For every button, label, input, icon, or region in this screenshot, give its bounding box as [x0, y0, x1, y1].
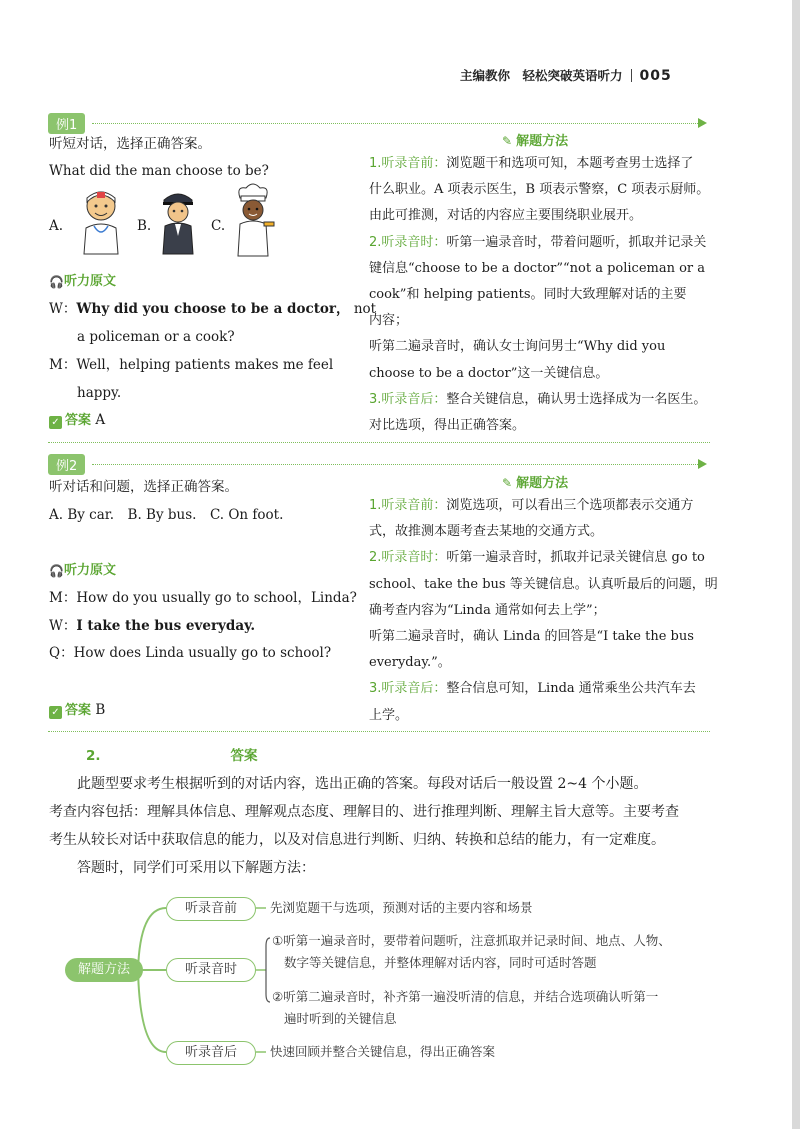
method-step-text: cook”和 helping patients。同时大致理解对话的主要 — [369, 287, 687, 302]
section2-paragraph-line: 答题时，同学们可采用以下解题方法： — [49, 860, 315, 876]
check-icon: ✓ — [49, 706, 62, 719]
mindmap-text: 数字等关键信息，并整体理解对话内容，同时可适时答题 — [284, 955, 597, 970]
method-step-text: 听第一遍录音时，抓取并记录关键信息 go to — [446, 550, 705, 566]
header-title: 主编教你 轻松突破英语听力 — [460, 68, 623, 83]
method-line — [369, 260, 705, 278]
method-step-label: 1.听录音前： — [369, 156, 447, 171]
headphone-icon: 🎧 — [49, 275, 64, 289]
method-step-text: 式，故推测本题考查去某地的交通方式。 — [369, 524, 604, 540]
method-step-text: everyday.”。 — [369, 655, 451, 671]
section2-paragraph-line: 此题型要求考生根据听到的对话内容，选出正确的答案。每段对话后一般设置 2~4 个小题。 — [49, 776, 648, 792]
example1-answer: ✓ 答案 A — [49, 411, 105, 430]
method-line — [369, 391, 706, 409]
example1-question: What did the man choose to be? — [49, 163, 269, 179]
method-line — [369, 654, 451, 672]
option-c-label: C. — [211, 218, 226, 234]
section2-paragraph-line: 考生从较长对话中获取信息的能力，以及对信息进行判断、归纳、转换和总结的能力，有一定难度。 — [49, 832, 665, 848]
method-step-label: 1.听录音前： — [369, 498, 447, 513]
method-step-text: school、take the bus 等关键信息。认真听最后的问题，明 — [369, 576, 718, 592]
example1-transcript-title: 🎧听力原文 — [49, 274, 117, 289]
method-step-text: 什么职业。A 项表示医生，B 项表示警察，C 项表示厨师。 — [369, 182, 710, 198]
example2-transcript-line: M：How do you usually go to school，Linda? — [49, 590, 357, 606]
method-line — [369, 602, 606, 620]
section-divider — [48, 442, 710, 443]
doctor-figure — [76, 188, 126, 256]
mindmap-node-during: 听录音时 — [166, 958, 256, 982]
mindmap-text: 快速回顾并整合关键信息，得出正确答案 — [270, 1044, 496, 1059]
method-step-label: 3.听录音后： — [369, 391, 447, 407]
example1-transcript-line: a policeman or a cook? — [77, 329, 235, 345]
mindmap-text: 遍时听到的关键信息 — [284, 1011, 397, 1026]
option-a-label: A. — [49, 218, 64, 234]
method-line — [369, 207, 642, 225]
method-line — [369, 680, 696, 698]
method-step-text: 浏览选项，可以看出三个选项都表示交通方 — [446, 498, 694, 513]
check-icon: ✓ — [49, 416, 62, 429]
method-step-text: 上学。 — [369, 707, 409, 723]
example1-divider — [92, 123, 698, 124]
pencil-icon: ✎ — [502, 476, 513, 490]
policeman-figure — [158, 188, 198, 256]
method-line — [369, 155, 693, 173]
method-line — [369, 181, 709, 199]
method-step-text: choose to be a doctor”这一关键信息。 — [369, 365, 609, 381]
example2-transcript-title: 🎧听力原文 — [49, 563, 117, 578]
section-divider — [48, 731, 710, 732]
method-step-text: 整合信息可知，Linda 通常乘坐公共汽车去 — [446, 681, 696, 697]
cook-figure — [230, 182, 276, 258]
example2-transcript-line: Q：How does Linda usually go to school? — [49, 645, 332, 661]
method-step-text: 听第一遍录音时，带着问题听，抓取并记录关 — [446, 234, 707, 250]
example2-divider — [92, 464, 698, 465]
example1-instruction: 听短对话，选择正确答案。 — [49, 136, 211, 152]
method-step-label: 2.听录音时： — [369, 234, 447, 250]
page-header — [460, 66, 720, 84]
method-step-label: 3.听录音后： — [369, 681, 447, 697]
method-step-text: 内容； — [369, 313, 409, 329]
mindmap-text: 先浏览题干与选项，预测对话的主要内容和场景 — [270, 900, 533, 915]
method-step-text: 听第二遍录音时，确认 Linda 的回答是“I take the bus — [369, 629, 694, 644]
mindmap-node-before: 听录音前 — [166, 897, 256, 921]
page-number: 005 — [639, 68, 672, 84]
method-step-text: 听第二遍录音时，确认女士询问男士“Why did you — [369, 339, 666, 355]
mindmap-text: ②听第二遍录音时，补齐第一遍没听清的信息，并结合选项确认听第一 — [272, 989, 659, 1004]
mindmap-node-after: 听录音后 — [166, 1041, 256, 1065]
arrow-icon — [698, 459, 707, 469]
method-line — [369, 497, 693, 515]
example2-options: A. By car. B. By bus. C. On foot. — [49, 507, 284, 523]
example1-method-title: ✎ 解题方法 — [502, 134, 569, 149]
section2-paragraph-line: 考查内容包括：理解具体信息、理解观点态度、理解目的、进行推理判断、理解主旨大意等。主要考查 — [49, 804, 679, 820]
method-line — [369, 628, 694, 646]
example2-answer: ✓ 答案 B — [49, 701, 105, 720]
method-line — [369, 523, 603, 541]
method-line — [369, 576, 718, 594]
example2-instruction: 听对话和问题，选择正确答案。 — [49, 479, 238, 495]
arrow-icon — [698, 118, 707, 128]
method-line — [369, 234, 706, 252]
method-line — [369, 365, 608, 383]
method-step-text: 确考查内容为“Linda 通常如何去上学”； — [369, 602, 606, 618]
example2-method-title: ✎ 解题方法 — [502, 476, 569, 491]
mindmap-text: ①听第一遍录音时，要带着问题听，注意抓取并记录时间、地点、人物、 — [272, 933, 671, 948]
section2-heading: 2. 答案 — [86, 748, 258, 764]
example1-tag: 例1 — [48, 113, 85, 134]
page-edge — [792, 0, 800, 1129]
method-line — [369, 338, 665, 356]
method-line — [369, 312, 408, 330]
method-step-text: 由此可推测，对话的内容应主要围绕职业展开。 — [369, 208, 643, 224]
example1-transcript-line: W：Why did you choose to be a doctor， not — [49, 301, 377, 317]
method-step-text: 键信息“choose to be a doctor”“not a policeman or a — [369, 260, 706, 276]
option-b-label: B. — [137, 218, 152, 234]
pencil-icon: ✎ — [502, 134, 513, 148]
mindmap-root: 解题方法 — [65, 958, 143, 982]
method-line — [369, 417, 525, 435]
example2-tag: 例2 — [48, 454, 85, 475]
method-line — [369, 707, 408, 725]
method-step-text: 整合关键信息，确认男士选择成为一名医生。 — [446, 391, 707, 407]
headphone-icon: 🎧 — [49, 564, 64, 578]
example1-transcript-line: M：Well，helping patients makes me feel — [49, 357, 334, 373]
example1-transcript-line: happy. — [77, 385, 122, 401]
method-step-text: 对比选项，得出正确答案。 — [369, 418, 526, 433]
method-step-label: 2.听录音时： — [369, 550, 447, 566]
method-line — [369, 549, 705, 567]
method-line — [369, 286, 687, 304]
method-step-text: 浏览题干和选项可知，本题考查男士选择了 — [446, 156, 694, 171]
example2-transcript-line: W：I take the bus everyday. — [49, 618, 256, 634]
